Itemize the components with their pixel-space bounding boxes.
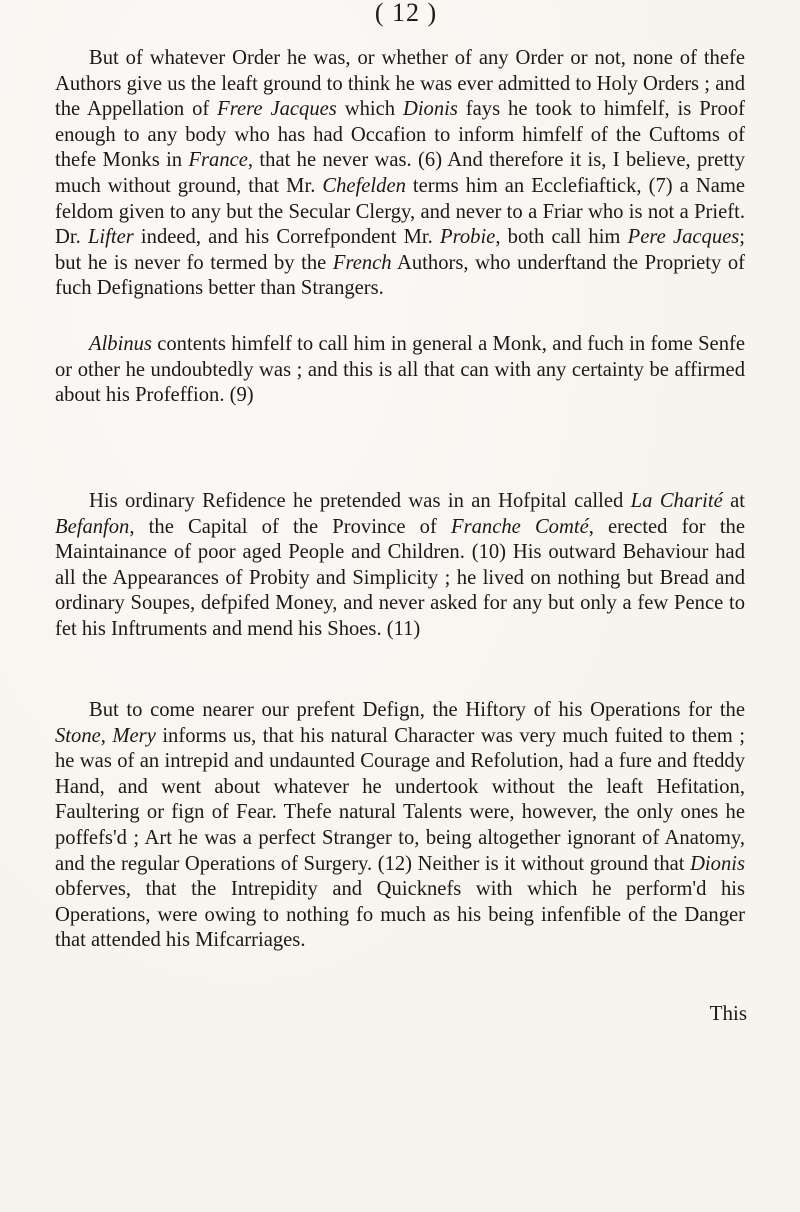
italic-text: Mery <box>112 724 156 747</box>
italic-text: Dionis <box>402 98 458 121</box>
text-run: , that he never was. (6) And therefore it is, I believe, pretty much without ground, that Mr. <box>55 149 745 197</box>
italic-text: Lifter <box>87 226 134 249</box>
paragraph-text <box>55 489 745 643</box>
italic-text: Stone <box>55 724 101 747</box>
text-run: at <box>722 490 746 512</box>
text-run: terms him an Ecclefiaftick, (7) a Name feldom given to any but the Secular Clergy, and never to a Friar who is not a Prieft. Dr. <box>55 174 745 249</box>
italic-text: Frere Jacques <box>217 98 337 121</box>
paragraph-text <box>55 46 745 302</box>
italic-text: Albinus <box>89 333 152 355</box>
italic-text: Pere Jacques <box>627 226 740 249</box>
italic-text: Probie <box>440 226 496 249</box>
text-run: which <box>336 98 403 121</box>
paragraph-2 <box>55 332 745 409</box>
text-run: But of whatever Order he was, or whether of any Order or not, none of thefe Authors give us the leaft ground to think he was ever admitted to Holy Orders ; and the Appellation of <box>55 47 745 121</box>
text-run: contents himfelf to call him in general a Monk, and fuch in fome Senfe or other he undoubtedly was ; and this is all that can with any certainty be affirmed about his Profeffion. (9) <box>55 333 745 407</box>
text-run: ; but he is never fo termed by the <box>55 226 746 274</box>
text-run: But to come nearer our prefent Defign, the Hiftory of his Operations for the <box>89 699 745 721</box>
text-run: , both call him <box>495 226 628 249</box>
italic-text: Chefelden <box>322 174 406 197</box>
italic-text: Franche Comté <box>451 515 589 538</box>
text-run: , the Capital of the Province of <box>129 515 452 538</box>
page-number: ( 12 ) <box>374 0 438 27</box>
text-run: fays he took to himfelf, is Proof enough to any body who has had Occafion to inform himfelf of the Cuftoms of thefe Monks in <box>55 98 745 172</box>
paragraph-3 <box>55 489 745 643</box>
italic-text: Befanfon <box>55 515 130 538</box>
paragraph-text <box>55 332 745 409</box>
italic-text: France <box>188 149 248 172</box>
text-run: Authors, who underftand the Propriety of fuch Defignations better than Strangers. <box>55 251 745 300</box>
paragraph-4 <box>55 698 745 954</box>
catchword: This <box>709 1001 747 1025</box>
text-run: indeed, and his Correfpondent Mr. <box>133 226 441 249</box>
text-run: , <box>100 724 113 747</box>
text-run: , erected for the Maintainance of poor aged People and Children. (10) His outward Behaviour had all the Appearances of Probity and Simplicity ; he lived on nothing but Bread and ordinary Soupes, defpifed Money, and never asked for any but only a few Pence to fet his Inftruments and mend his Shoes. (11) <box>55 515 745 640</box>
text-run: informs us, that his natural Character was very much fuited to them ; he was of an intrepid and undaunted Courage and Refolution, had a fure and fteddy Hand, and went about whatever he undertook without the leaft Hefitation, Faultering or fign of Fear. Thefe natural Talents were, however, the only ones he poffefs'd ; Art he was a perfect Stranger to, being altogether ignorant of Anatomy, and the regular Operations of Surgery. (12) Neither is it without ground that <box>55 724 745 875</box>
text-run: His ordinary Refidence he pretended was in an Hofpital called <box>89 490 631 512</box>
text-run: obferves, that the Intrepidity and Quicknefs with which he perform'd his Operations, were owing to nothing fo much as his being infenfible of the Danger that attended his Mifcarriages. <box>55 878 745 952</box>
paragraph-text <box>55 698 745 954</box>
italic-text: Dionis <box>690 852 745 875</box>
italic-text: La Charité <box>630 490 723 512</box>
paragraph-1 <box>55 46 745 302</box>
italic-text: French <box>332 251 392 274</box>
